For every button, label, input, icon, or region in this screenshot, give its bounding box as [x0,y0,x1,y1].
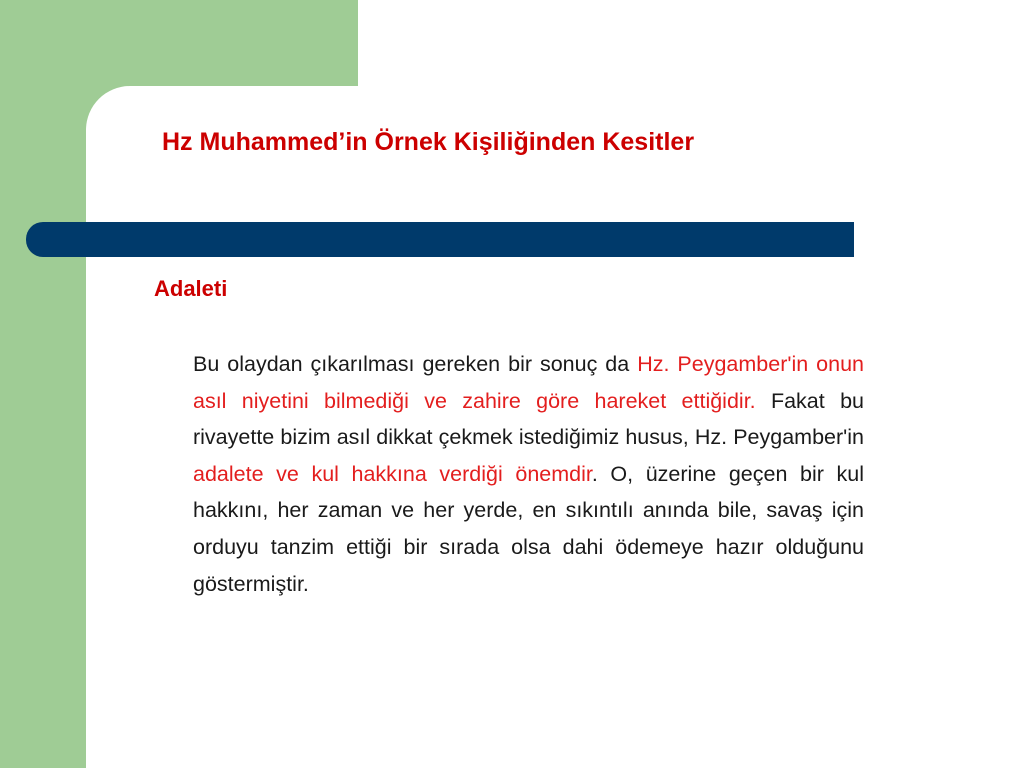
slide-title: Hz Muhammed’in Örnek Kişiliğinden Kesitler [162,128,695,156]
paragraph-highlight: Hz. Peygamber'in onun asıl niyetini bilmediği ve zahire göre hareket ettiğidir. [193,352,865,413]
paragraph-segment: Fakat bu rivayette bizim asıl dikkat çekmek istediğimiz husus, Hz. Peygamber'in [193,388,864,450]
paragraph-highlight: adalete ve kul hakkına verdiği önemdir [193,461,592,486]
title-divider-bar [26,222,854,257]
paragraph-segment: Bu olaydan çıkarılması gereken bir sonuç da [193,352,638,376]
section-heading: Adaleti [154,276,228,301]
paragraph-segment: . O, üzerine geçen bir kul hakkını, her zaman ve her yerde, en sıkıntılı anında bile, savaş için orduyu tanzim ettiği bir sırada olsa dahi ödemeye hazır olduğunu göstermiştir. [193,461,864,596]
body-paragraph [193,346,864,602]
